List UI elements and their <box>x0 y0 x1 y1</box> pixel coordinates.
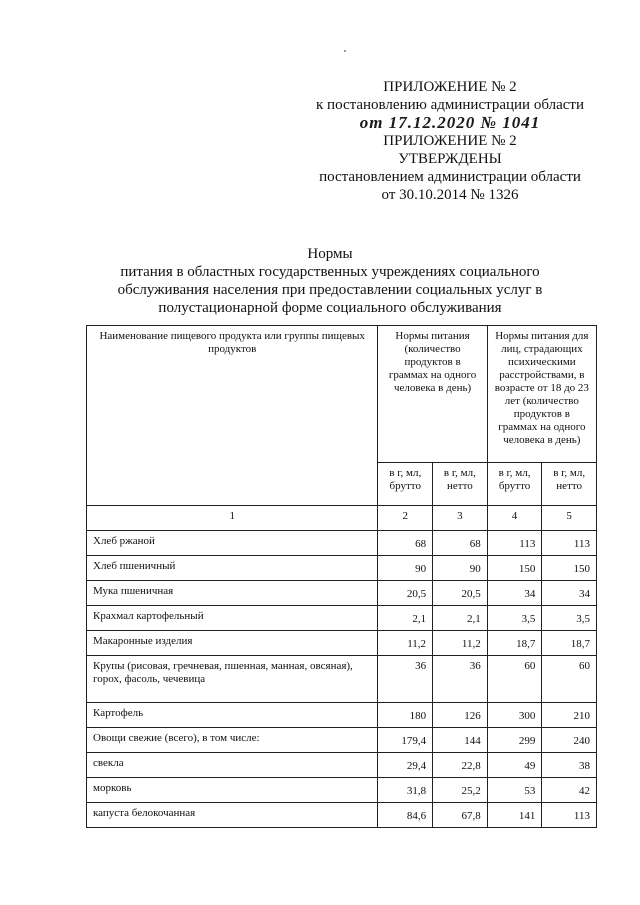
value-cell: 179,4 <box>378 728 433 753</box>
value-cell: 126 <box>433 703 488 728</box>
decree-reference: к постановлению администрации области <box>316 97 584 113</box>
value-cell: 300 <box>487 703 542 728</box>
title-line-4: полустационарной форме социального обслуживания <box>158 300 502 316</box>
value-cell: 31,8 <box>378 778 433 803</box>
product-name: Хлеб ржаной <box>87 531 378 556</box>
value-cell: 210 <box>542 703 597 728</box>
table-row <box>87 631 597 656</box>
subheader-brutto-1: в г, мл, брутто <box>378 463 433 506</box>
value-cell: 11,2 <box>433 631 488 656</box>
value-cell: 68 <box>433 531 488 556</box>
subheader-netto-1: в г, мл, нетто <box>433 463 488 506</box>
value-cell: 25,2 <box>433 778 488 803</box>
product-name: свекла <box>87 753 378 778</box>
col-number: 2 <box>378 506 433 531</box>
title-line-2: питания в областных государственных учреждениях социального <box>120 264 540 280</box>
column-number-row <box>87 506 597 531</box>
value-cell: 20,5 <box>378 581 433 606</box>
value-cell: 90 <box>378 556 433 581</box>
value-cell: 113 <box>542 803 597 828</box>
product-name: Крупы (рисовая, гречневая, пшенная, манная, овсяная), горох, фасоль, чечевица <box>87 656 378 703</box>
value-cell: 84,6 <box>378 803 433 828</box>
value-cell: 42 <box>542 778 597 803</box>
value-cell: 240 <box>542 728 597 753</box>
value-cell: 67,8 <box>433 803 488 828</box>
header-norms-general: Нормы питания (количество продуктов в граммах на одного человека в день) <box>378 326 487 463</box>
title-line-1: Нормы <box>307 246 353 262</box>
value-cell: 34 <box>487 581 542 606</box>
product-name: Хлеб пшеничный <box>87 556 378 581</box>
product-name: Овощи свежие (всего), в том числе: <box>87 728 378 753</box>
value-cell: 36 <box>378 656 433 703</box>
value-cell: 20,5 <box>433 581 488 606</box>
value-cell: 180 <box>378 703 433 728</box>
approved-by: постановлением администрации области <box>319 169 581 185</box>
value-cell: 113 <box>542 531 597 556</box>
subheader-netto-2: в г, мл, нетто <box>542 463 597 506</box>
value-cell: 113 <box>487 531 542 556</box>
table-row <box>87 556 597 581</box>
table-row <box>87 703 597 728</box>
value-cell: 150 <box>487 556 542 581</box>
subheader-brutto-2: в г, мл, брутто <box>487 463 542 506</box>
product-name: морковь <box>87 778 378 803</box>
document-title <box>60 245 600 317</box>
nutrition-norms-table <box>86 325 597 828</box>
product-name: Крахмал картофельный <box>87 606 378 631</box>
table-row <box>87 656 597 703</box>
table-row <box>87 728 597 753</box>
value-cell: 60 <box>542 656 597 703</box>
value-cell: 18,7 <box>542 631 597 656</box>
table-row <box>87 606 597 631</box>
value-cell: 144 <box>433 728 488 753</box>
value-cell: 3,5 <box>542 606 597 631</box>
scan-speck <box>344 50 346 52</box>
product-name: капуста белокочанная <box>87 803 378 828</box>
handwritten-date-number: от 17.12.2020 № 1041 <box>359 113 541 132</box>
approved-label: УТВЕРЖДЕНЫ <box>398 151 502 167</box>
original-decree-date: от 30.10.2014 № 1326 <box>381 187 519 203</box>
header-norms-psychiatric: Нормы питания для лиц, страдающих психическими расстройствами, в возрасте от 18 до 23 лет (количество продуктов в граммах на одного человека в день) <box>487 326 596 463</box>
appendix-label: ПРИЛОЖЕНИЕ № 2 <box>383 79 517 95</box>
table-header-row <box>87 326 597 463</box>
value-cell: 299 <box>487 728 542 753</box>
appendix-header <box>300 78 600 204</box>
table-row <box>87 531 597 556</box>
value-cell: 38 <box>542 753 597 778</box>
value-cell: 150 <box>542 556 597 581</box>
value-cell: 2,1 <box>378 606 433 631</box>
header-product-name: Наименование пищевого продукта или группы пищевых продуктов <box>87 326 378 506</box>
value-cell: 90 <box>433 556 488 581</box>
value-cell: 49 <box>487 753 542 778</box>
table-row <box>87 803 597 828</box>
value-cell: 29,4 <box>378 753 433 778</box>
value-cell: 11,2 <box>378 631 433 656</box>
table-row <box>87 778 597 803</box>
product-name: Картофель <box>87 703 378 728</box>
value-cell: 2,1 <box>433 606 488 631</box>
value-cell: 3,5 <box>487 606 542 631</box>
col-number: 1 <box>87 506 378 531</box>
col-number: 3 <box>433 506 488 531</box>
table-row <box>87 753 597 778</box>
value-cell: 22,8 <box>433 753 488 778</box>
value-cell: 34 <box>542 581 597 606</box>
table-row <box>87 581 597 606</box>
value-cell: 68 <box>378 531 433 556</box>
title-line-3: обслуживания населения при предоставлении социальных услуг в <box>117 282 543 298</box>
col-number: 5 <box>542 506 597 531</box>
product-name: Макаронные изделия <box>87 631 378 656</box>
value-cell: 60 <box>487 656 542 703</box>
value-cell: 18,7 <box>487 631 542 656</box>
value-cell: 141 <box>487 803 542 828</box>
value-cell: 53 <box>487 778 542 803</box>
col-number: 4 <box>487 506 542 531</box>
product-name: Мука пшеничная <box>87 581 378 606</box>
appendix-label-2: ПРИЛОЖЕНИЕ № 2 <box>383 133 517 149</box>
value-cell: 36 <box>433 656 488 703</box>
